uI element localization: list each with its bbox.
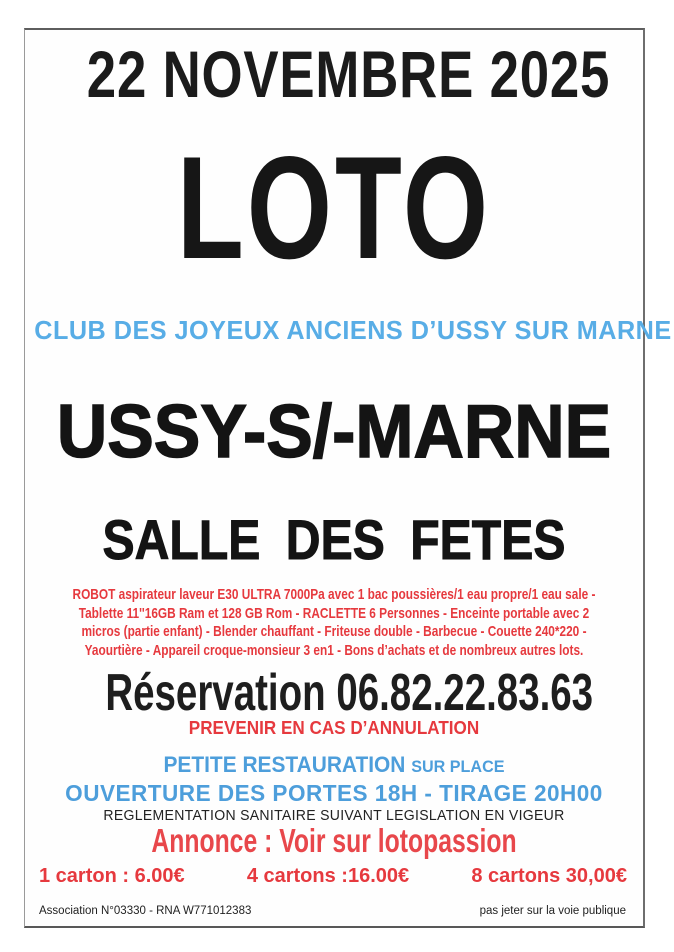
reservation-phone: Réservation 06.82.22.83.63: [105, 664, 594, 722]
price-4-cartons: 4 cartons :16.00€: [246, 865, 410, 887]
price-1-carton: 1 carton : 6.00€: [39, 865, 185, 887]
event-title: LOTO: [176, 126, 492, 289]
prizes-list: [30, 586, 638, 660]
sanitary-regulation-line: REGLEMENTATION SANITAIRE SUIVANT LEGISLATION EN VIGEUR: [103, 808, 565, 824]
cancellation-notice: PREVENIR EN CAS D’ANNULATION: [188, 718, 480, 738]
organizer-name: CLUB DES JOYEUX ANCIENS D’USSY SUR MARNE: [34, 315, 672, 345]
prizes-line-4: Yaourtière - Appareil croque-monsieur 3 en1 - Bons d’achats et de nombreux autres lots.: [84, 641, 584, 659]
restauration-line: [40, 753, 627, 779]
price-8-cartons: 8 cartons 30,00€: [471, 865, 627, 887]
announcement-line: Annonce : Voir sur lotopassion: [151, 822, 517, 859]
prizes-line-1: ROBOT aspirateur laveur E30 ULTRA 7000Pa avec 1 bac poussières/1 eau propre/1 eau sale -: [72, 586, 596, 603]
event-date: 22 NOVEMBRE 2025: [86, 37, 611, 111]
prizes-line-3: micros (partie enfant) - Blender chauffant - Friteuse double - Barbecue - Couette 240*220 -: [81, 623, 587, 640]
association-registration: Association N°03330 - RNA W771012383: [39, 905, 252, 917]
prices-row: [25, 864, 643, 888]
prizes-line-2: Tablette 11''16GB Ram et 128 GB Rom - RACLETTE 6 Personnes - Enceinte portable avec 2: [78, 604, 590, 622]
venue-name: SALLE DES FETES: [102, 508, 566, 571]
litter-notice: pas jeter sur la voie publique: [479, 905, 626, 917]
city-name: USSY-S/-MARNE: [56, 389, 612, 473]
restauration-main: PETITE RESTAURATION: [163, 752, 406, 777]
doors-opening-line: OUVERTURE DES PORTES 18H - TIRAGE 20H00: [65, 780, 603, 806]
footer-row: [25, 904, 643, 918]
loto-flyer: [24, 28, 672, 928]
restauration-suffix: SUR PLACE: [411, 757, 505, 776]
